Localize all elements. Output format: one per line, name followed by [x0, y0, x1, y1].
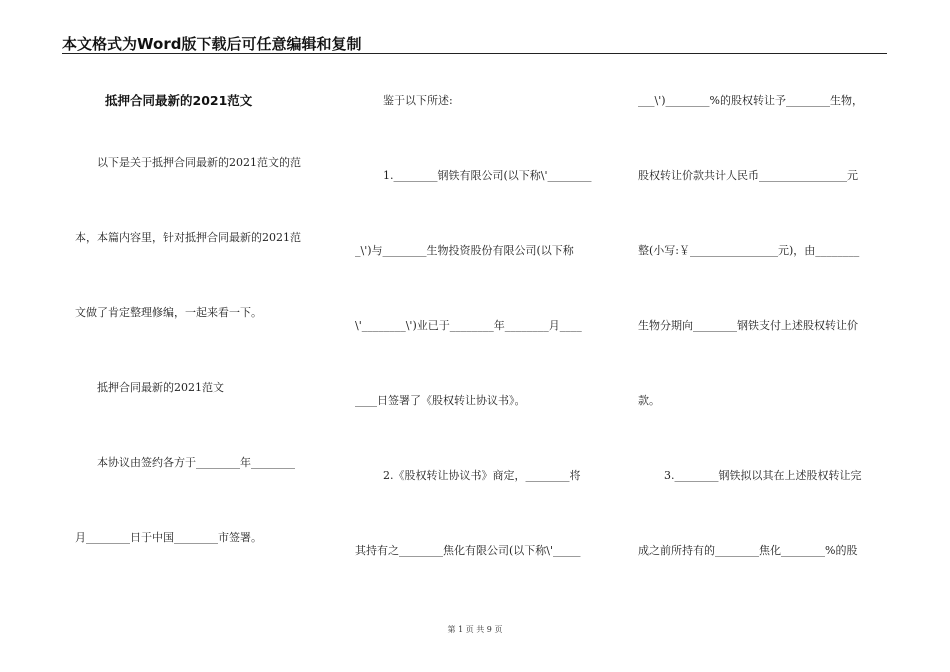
- text-line: 文做了肯定整理修编，一起来看一下。: [75, 306, 262, 319]
- text-line: \'________\')业已于________年________月____: [355, 319, 582, 332]
- text-line: 成之前所持有的________焦化________%的股: [638, 544, 858, 557]
- text-line: 生物分期向________钢铁支付上述股权转让价: [638, 319, 858, 332]
- text-line: 3.________钢铁拟以其在上述股权转让完: [664, 469, 862, 482]
- text-line: ___\')________%的股权转让予________生物，: [638, 94, 863, 107]
- text-line: 2.《股权转让协议书》商定，________将: [383, 469, 581, 482]
- text-line: 款。: [638, 394, 660, 407]
- text-line: 本协议由签约各方于________年________: [97, 456, 295, 469]
- text-line: ____日签署了《股权转让协议书》。: [355, 394, 526, 407]
- text-line: 以下是关于抵押合同最新的2021范文的范: [97, 156, 301, 169]
- text-line: 股权转让价款共计人民币________________元: [638, 169, 858, 182]
- text-line: 本，本篇内容里，针对抵押合同最新的2021范: [75, 231, 301, 244]
- header-divider: [62, 53, 887, 54]
- text-line: 鉴于以下所述:: [383, 94, 453, 107]
- text-line: 抵押合同最新的2021范文: [97, 381, 224, 394]
- text-line: 1.________钢铁有限公司(以下称\'________: [383, 169, 592, 182]
- text-line: 月________日于中国________市签署。: [75, 531, 262, 544]
- text-line: 整(小写:￥________________元)，由________: [638, 244, 860, 257]
- text-line: 其持有之________焦化有限公司(以下称\'_____: [355, 544, 581, 557]
- header-title: 本文格式为Word版下载后可任意编辑和复制: [62, 35, 362, 53]
- document-title: 抵押合同最新的2021范文: [105, 93, 253, 108]
- text-line: _\')与________生物投资股份有限公司(以下称: [355, 244, 574, 257]
- page-number: 第 1 页 共 9 页: [447, 625, 503, 634]
